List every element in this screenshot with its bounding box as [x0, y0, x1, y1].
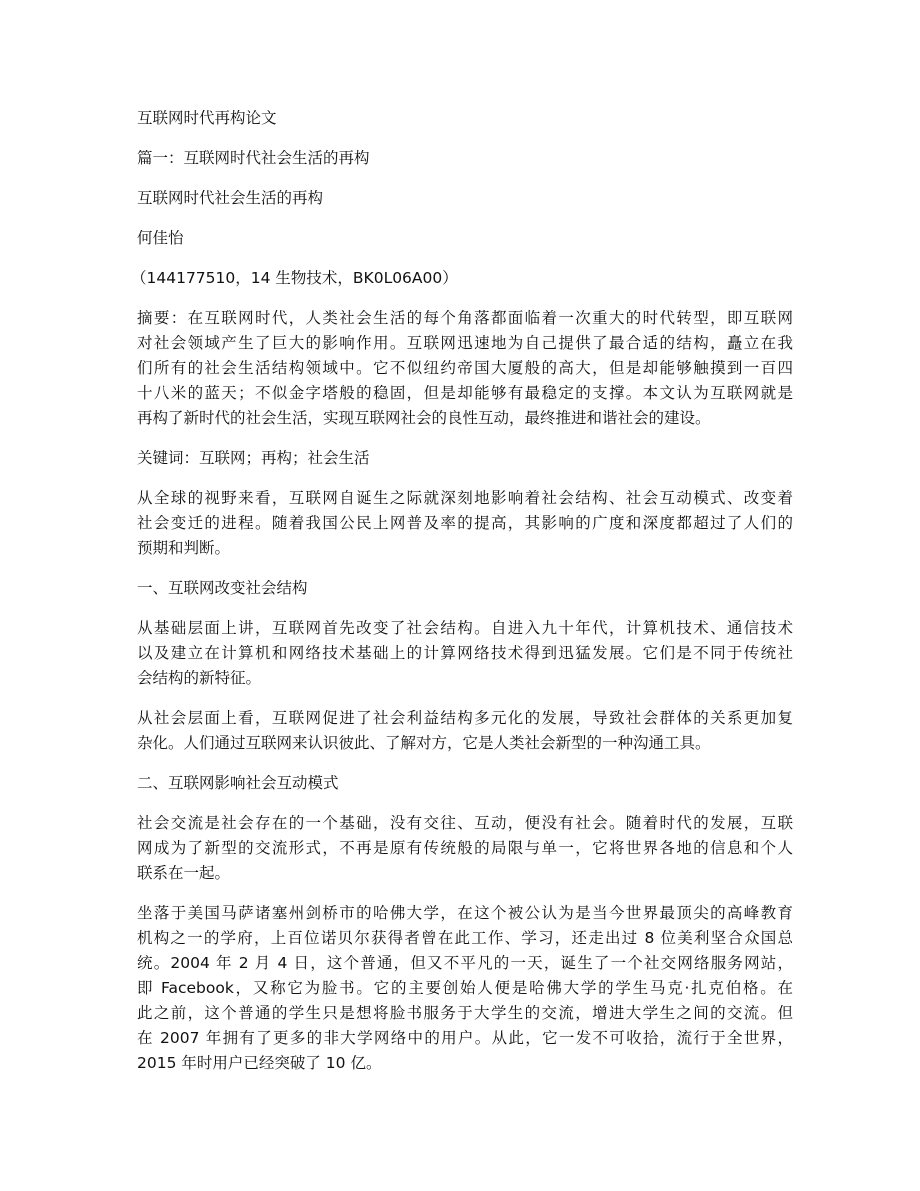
text-line: 2015 年时用户已经突破了 10 亿。	[137, 1054, 382, 1072]
abstract-paragraph	[137, 306, 793, 431]
section2-paragraph-2	[137, 901, 793, 1076]
text-line: 十八米的蓝天；不似金字塔般的稳固，但是却能够有最稳定的支撑。本文认为互联网就是	[137, 384, 793, 402]
text-line: 此之前，这个普通的学生只是想将脸书服务于大学生的交流，增进大学生之间的交流。但	[137, 1004, 793, 1022]
text-line: 坐落于美国马萨诸塞州剑桥市的哈佛大学，在这个被公认为是当今世界最顶尖的高峰教育	[137, 904, 793, 922]
section2-paragraph-1	[137, 811, 793, 886]
document-page	[131, 106, 793, 1091]
document-title: 互联网时代再构论文	[137, 109, 277, 127]
text-line: 对社会领域产生了巨大的影响作用。互联网迅速地为自己提供了最合适的结构，矗立在我	[137, 334, 793, 352]
body-text	[137, 306, 793, 1076]
text-line: 从基础层面上讲，互联网首先改变了社会结构。自进入九十年代，计算机技术、通信技术	[137, 619, 793, 637]
text-line: 会结构的新特征。	[137, 669, 262, 687]
section1-paragraph-2	[137, 706, 793, 756]
text-line: 摘要：在互联网时代，人类社会生活的每个角落都面临着一次重大的时代转型，即互联网	[137, 309, 793, 327]
text-line: 预期和判断。	[137, 539, 231, 557]
text-line: 再构了新时代的社会生活，实现互联网社会的良性互动，最终推进和谐社会的建设。	[137, 409, 711, 427]
section1-paragraph-1	[137, 616, 793, 691]
author-name: 何佳怡	[137, 229, 184, 247]
text-line: 即 Facebook，又称它为脸书。它的主要创始人便是哈佛大学的学生马克·扎克伯格。在	[137, 979, 793, 997]
text-line: 联系在一起。	[137, 864, 231, 882]
text-line: 杂化。人们通过互联网来认识彼此、了解对方，它是人类社会新型的一种沟通工具。	[137, 734, 711, 752]
text-line: 社会交流是社会存在的一个基础，没有交往、互动，便没有社会。随着时代的发展，互联	[137, 814, 793, 832]
article-title: 互联网时代社会生活的再构	[137, 189, 324, 207]
text-line: 从全球的视野来看，互联网自诞生之际就深刻地影响着社会结构、社会互动模式、改变着	[137, 489, 793, 507]
text-line: 网成为了新型的交流形式，不再是原有传统般的局限与单一，它将世界各地的信息和个人	[137, 839, 793, 857]
text-line: 关键词：互联网；再构；社会生活	[137, 449, 370, 467]
text-line: 在 2007 年拥有了更多的非大学网络中的用户。从此，它一发不可收拾，流行于全世界，	[137, 1029, 793, 1047]
section-heading-2	[137, 771, 793, 796]
section-heading-1	[137, 576, 793, 601]
text-line: 统。2004 年 2 月 4 日，这个普通，但又不平凡的一天，诞生了一个社交网络服务网站，	[137, 954, 793, 972]
text-line: 社会变迁的进程。随着我国公民上网普及率的提高，其影响的广度和深度都超过了人们的	[137, 514, 793, 532]
text-line: 以及建立在计算机和网络技术基础上的计算网络技术得到迅猛发展。它们是不同于传统社	[137, 644, 793, 662]
text-line: 二、互联网影响社会互动模式	[137, 774, 339, 792]
author-affiliation: （144177510，14 生物技术，BK0L06A00）	[131, 269, 458, 287]
text-line: 从社会层面上看，互联网促进了社会利益结构多元化的发展，导致社会群体的关系更加复	[137, 709, 793, 727]
keywords-line	[137, 446, 793, 471]
text-line: 们所有的社会生活结构领域中。它不似纽约帝国大厦般的高大，但是却能够触摸到一百四	[137, 359, 793, 377]
chapter-heading: 篇一：互联网时代社会生活的再构	[137, 149, 370, 167]
text-line: 机构之一的学府，上百位诺贝尔获得者曾在此工作、学习，还走出过 8 位美利坚合众国总	[137, 929, 793, 947]
text-line: 一、互联网改变社会结构	[137, 579, 308, 597]
intro-paragraph	[137, 486, 793, 561]
